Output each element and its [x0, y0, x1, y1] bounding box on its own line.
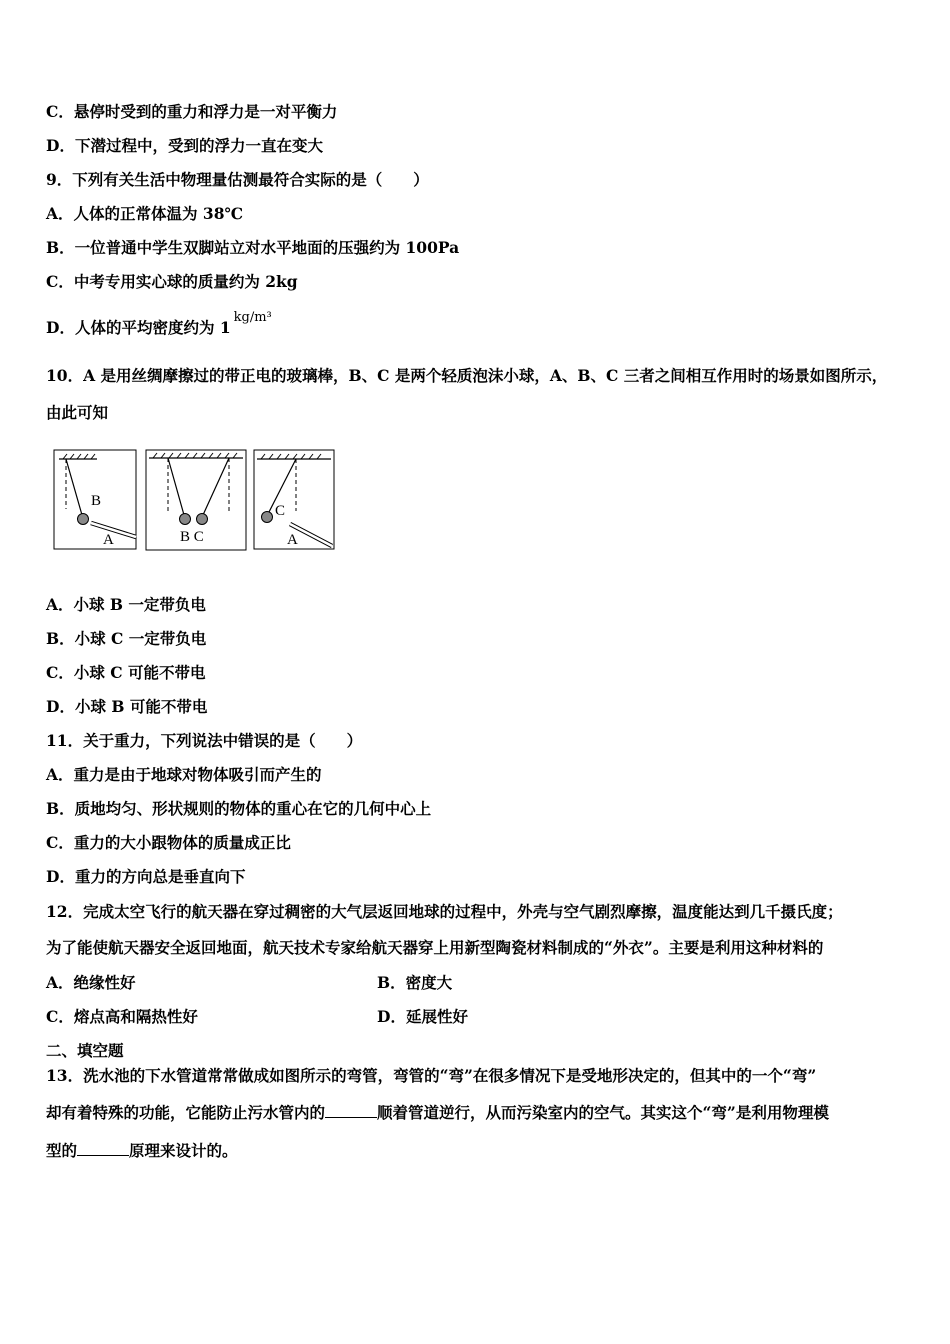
q12-option-d: D．延展性好 [377, 1007, 468, 1026]
panel2-ball-c [197, 514, 208, 525]
q12-stem-line2: 为了能使航天器安全返回地面，航天技术专家给航天器穿上用新型陶瓷材料制成的“外衣”。主要是利用这种材料的 [46, 938, 824, 957]
q10-option-b: B．小球 C 一定带负电 [46, 629, 207, 648]
panel2-label-bc: B C [180, 529, 204, 545]
panel2-thread-b [168, 458, 184, 515]
panel3-ball-c [262, 512, 273, 523]
q12-option-b: B．密度大 [377, 973, 453, 992]
q13-line3 [46, 1141, 238, 1161]
panel1-ball-b [78, 514, 89, 525]
panel3-label-a: A [287, 532, 298, 548]
q13-line1: 13．洗水池的下水管道常常做成如图所示的弯管，弯管的“弯”在很多情况下是受地形决定的，但其中的一个“弯” [46, 1066, 817, 1085]
panel1-hatch [63, 454, 95, 459]
q12-stem-line1: 12．完成太空飞行的航天器在穿过稠密的大气层返回地球的过程中，外壳与空气剧烈摩擦，温度能达到几千摄氏度； [46, 902, 843, 921]
panel1-label-a: A [103, 532, 114, 548]
panel3-label-c: C [275, 503, 286, 519]
q10-stem-line2: 由此可知 [46, 403, 109, 422]
q9-option-c: C．中考专用实心球的质量约为 2kg [46, 272, 298, 291]
q11-option-d: D．重力的方向总是垂直向下 [46, 867, 246, 886]
q13-blank-2[interactable] [77, 1141, 129, 1156]
q11-stem: 11．关于重力，下列说法中错误的是（ ） [46, 731, 363, 750]
q10-figure [53, 449, 335, 553]
q8-option-c: C．悬停时受到的重力和浮力是一对平衡力 [46, 102, 338, 121]
q9-option-a: A．人体的正常体温为 38℃ [46, 204, 244, 223]
q10-option-a: A．小球 B 一定带负电 [46, 595, 206, 614]
q13-line2 [46, 1103, 829, 1123]
q11-option-a: A．重力是由于地球对物体吸引而产生的 [46, 765, 322, 784]
q9-option-b: B．一位普通中学生双脚站立对水平地面的压强约为 100Pa [46, 238, 460, 257]
q13-blank-1[interactable] [325, 1103, 377, 1118]
q9-option-d-text: D．人体的平均密度约为 1 [46, 318, 231, 337]
q9-option-d-unit: kg/m³ [233, 310, 272, 325]
q10-option-d: D．小球 B 可能不带电 [46, 697, 208, 716]
panel2-hatch [153, 453, 237, 458]
q11-option-c: C．重力的大小跟物体的质量成正比 [46, 833, 291, 852]
q10-stem-line1: 10．A 是用丝绸摩擦过的带正电的玻璃棒，B、C 是两个轻质泡沫小球，A、B、C 三者之间相互作用时的场景如图所示， [46, 366, 888, 385]
panel2-thread-c [203, 458, 229, 515]
panel1-thread [66, 459, 82, 515]
q13-line3-part1: 型的 [46, 1141, 78, 1160]
q12-option-c: C．熔点高和隔热性好 [46, 1007, 198, 1026]
q13-line2-part2: 顺着管道逆行，从而污染室内的空气。其实这个“弯”是利用物理模 [377, 1103, 829, 1122]
q8-option-d: D．下潜过程中，受到的浮力一直在变大 [46, 136, 323, 155]
q13-line3-part2: 原理来设计的。 [129, 1141, 238, 1160]
panel2-ball-b [180, 514, 191, 525]
q13-line2-part1: 却有着特殊的功能，它能防止污水管内的 [46, 1103, 326, 1122]
panel3-hatch [261, 454, 321, 459]
section-title-fill-in: 二、填空题 [46, 1041, 124, 1060]
panel1-label-b: B [91, 493, 102, 509]
q10-option-c: C．小球 C 可能不带电 [46, 663, 206, 682]
q12-option-a: A．绝缘性好 [46, 973, 136, 992]
q9-option-d [46, 310, 272, 340]
q11-option-b: B．质地均匀、形状规则的物体的重心在它的几何中心上 [46, 799, 432, 818]
q9-stem: 9．下列有关生活中物理量估测最符合实际的是（ ） [46, 170, 429, 189]
